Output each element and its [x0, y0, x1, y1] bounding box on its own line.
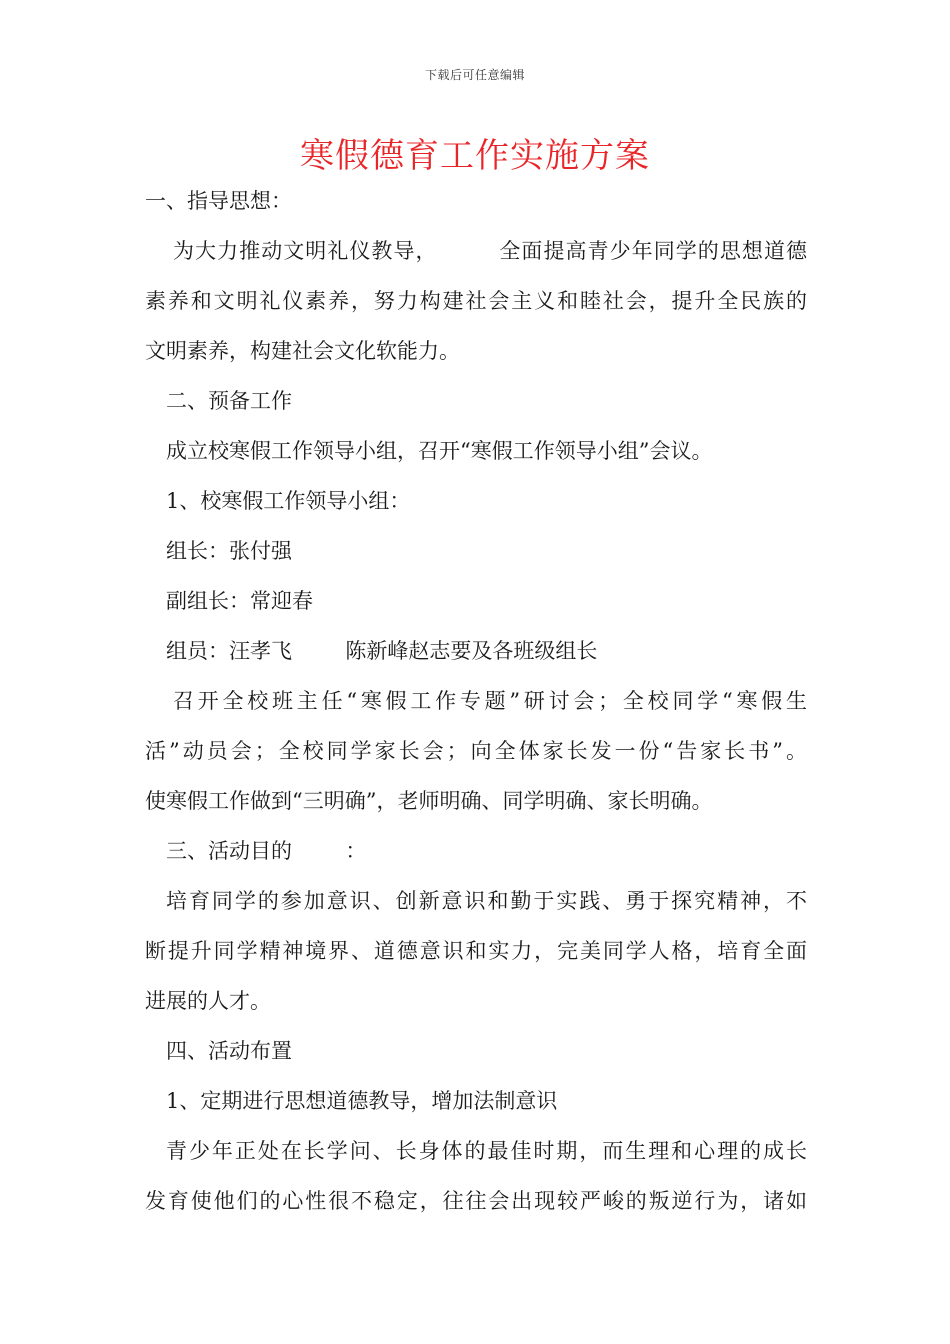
subsection-heading-leadership-group: 1、校寒假工作领导小组： — [166, 489, 411, 513]
paragraph-line: 断提升同学精神境界、道德意识和实力，完美同学人格，培育全面 — [145, 939, 807, 963]
paragraph-line: 活”动员会；全校同学家长会；向全体家长发一份“告家长书”。 — [145, 739, 807, 763]
section-heading-activity-purpose: 三、活动目的 ： — [166, 839, 367, 863]
paragraph-line: 成立校寒假工作领导小组，召开“寒假工作领导小组”会议。 — [166, 439, 713, 463]
paragraph-line: 文明素养，构建社会文化软能力。 — [145, 339, 460, 363]
paragraph-line: 发育使他们的心性很不稳定，往往会出现较严峻的叛逆行为，诸如 — [145, 1189, 807, 1213]
paragraph-line: 召开全校班主任“寒假工作专题”研讨会；全校同学“寒假生 — [173, 689, 807, 713]
deputy-leader-line: 副组长：常迎春 — [166, 589, 313, 613]
document-body — [145, 186, 807, 1236]
subsection-heading-moral-education: 1、定期进行思想道德教导，增加法制意识 — [166, 1089, 558, 1113]
paragraph-line: 培育同学的参加意识、创新意识和勤于实践、勇于探究精神，不 — [166, 889, 807, 913]
section-heading-guiding-thought: 一、指导思想： — [145, 189, 292, 213]
paragraph-line: 青少年正处在长学问、长身体的最佳时期，而生理和心理的成长 — [166, 1139, 807, 1163]
paragraph-line: 为大力推动文明礼仪教导， 全面提高青少年同学的思想道德 — [173, 239, 807, 263]
paragraph-line: 素养和文明礼仪素养，努力构建社会主义和睦社会，提升全民族的 — [145, 289, 807, 313]
group-members-line: 组员：汪孝飞 陈新峰赵志要及各班级组长 — [166, 639, 598, 663]
section-heading-preparation: 二、预备工作 — [166, 389, 292, 413]
document-title: 寒假德育工作实施方案 — [300, 136, 650, 176]
group-leader-line: 组长：张付强 — [166, 539, 292, 563]
paragraph-line: 使寒假工作做到“三明确”，老师明确、同学明确、家长明确。 — [145, 789, 713, 813]
paragraph-line: 进展的人才。 — [145, 989, 271, 1013]
section-heading-activity-arrangement: 四、活动布置 — [166, 1039, 292, 1063]
header-note: 下载后可任意编辑 — [424, 68, 525, 82]
